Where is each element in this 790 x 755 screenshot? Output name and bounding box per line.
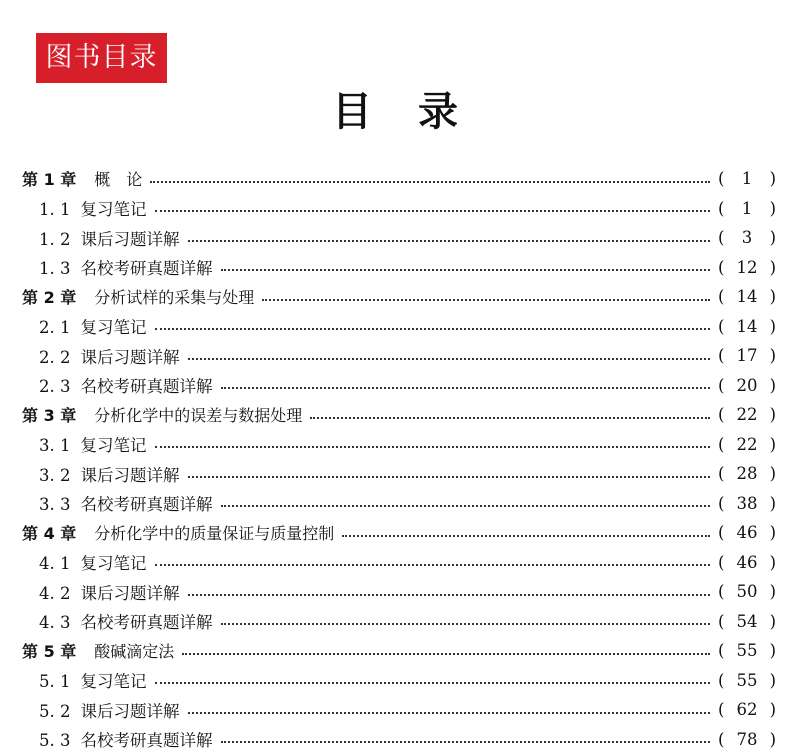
toc-entry-title: 复习笔记 <box>80 436 147 456</box>
toc-entry-number: 第 1 章 <box>22 170 77 190</box>
toc-entry-page-number: 28 <box>736 464 758 484</box>
toc-entry-number: 1. 1 <box>39 200 71 220</box>
dot-leader <box>221 727 711 743</box>
toc-entry-page-number: 55 <box>736 641 758 661</box>
page-open-paren: ( <box>718 287 725 307</box>
toc-entry-label <box>0 521 334 544</box>
toc-chapter-entry[interactable] <box>0 164 790 194</box>
toc-entry-title: 课后习题详解 <box>80 583 180 603</box>
toc-entry-title: 名校考研真题详解 <box>80 377 213 397</box>
page-close-paren: ) <box>769 198 776 218</box>
toc-section-entry[interactable] <box>0 548 790 578</box>
toc-entry-page <box>718 553 776 572</box>
page-close-paren: ) <box>769 523 776 543</box>
page-title-left: 目 <box>332 88 372 135</box>
dot-leader <box>150 167 710 183</box>
page-open-paren: ( <box>718 523 725 543</box>
page-close-paren: ) <box>769 729 776 749</box>
page-close-paren: ) <box>769 641 776 661</box>
toc-entry-label <box>0 727 213 751</box>
toc-entry-title: 概 论 <box>94 170 143 190</box>
page-open-paren: ( <box>718 464 725 484</box>
toc-entry-title: 名校考研真题详解 <box>80 731 213 751</box>
page-close-paren: ) <box>769 611 776 631</box>
toc-entry-page <box>718 700 776 719</box>
toc-entry-page-number: 46 <box>736 523 758 543</box>
page-close-paren: ) <box>769 375 776 395</box>
toc-section-entry[interactable] <box>0 695 790 725</box>
toc-entry-title: 复习笔记 <box>80 672 147 692</box>
toc-entry-number: 4. 1 <box>39 554 71 574</box>
toc-section-entry[interactable] <box>0 725 790 755</box>
toc-entry-title: 名校考研真题详解 <box>80 259 213 279</box>
toc-entry-title: 课后习题详解 <box>80 347 180 367</box>
toc-entry-page <box>718 494 776 513</box>
toc-chapter-entry[interactable] <box>0 636 790 666</box>
toc-entry-page-number: 20 <box>736 375 758 395</box>
toc-entry-page-number: 1 <box>741 198 753 218</box>
toc-section-entry[interactable] <box>0 312 790 342</box>
toc-entry-number: 4. 2 <box>39 583 71 603</box>
toc-entry-page-number: 17 <box>736 346 758 366</box>
book-contents-badge: 图书目录 <box>36 33 167 83</box>
page-open-paren: ( <box>718 552 725 572</box>
page-open-paren: ( <box>718 434 725 454</box>
toc-entry-number: 4. 3 <box>39 613 71 633</box>
toc-entry-number: 3. 1 <box>39 436 71 456</box>
toc-entry-page <box>718 258 776 277</box>
toc-entry-page-number: 50 <box>736 582 758 602</box>
toc-entry-page-number: 55 <box>736 670 758 690</box>
page-close-paren: ) <box>769 670 776 690</box>
toc-entry-page-number: 22 <box>736 405 758 425</box>
toc-entry-number: 1. 2 <box>39 229 71 249</box>
page-title-right: 录 <box>418 88 458 135</box>
dot-leader <box>262 285 710 301</box>
toc-section-entry[interactable] <box>0 577 790 607</box>
toc-entry-label <box>0 285 254 308</box>
page-close-paren: ) <box>769 493 776 513</box>
toc-entry-page-number: 46 <box>736 552 758 572</box>
toc-entry-title: 分析化学中的误差与数据处理 <box>94 406 303 426</box>
dot-leader <box>221 373 711 389</box>
toc-entry-label <box>0 196 147 220</box>
page-open-paren: ( <box>718 169 725 189</box>
toc-section-entry[interactable] <box>0 371 790 401</box>
page-close-paren: ) <box>769 316 776 336</box>
page-open-paren: ( <box>718 670 725 690</box>
dot-leader <box>155 432 711 448</box>
toc-entry-label <box>0 462 180 486</box>
toc-entry-title: 课后习题详解 <box>80 229 180 249</box>
toc-entry-label <box>0 255 213 279</box>
toc-entry-page <box>718 228 776 247</box>
page-open-paren: ( <box>718 700 725 720</box>
toc-entry-title: 课后习题详解 <box>80 701 180 721</box>
toc-entry-title: 课后习题详解 <box>80 465 180 485</box>
toc-entry-page-number: 3 <box>741 228 753 248</box>
toc-entry-number: 2. 1 <box>39 318 71 338</box>
toc-entry-title: 分析试样的采集与处理 <box>94 288 255 308</box>
toc-entry-page-number: 78 <box>736 729 758 749</box>
toc-entry-page <box>718 435 776 454</box>
dot-leader <box>188 698 711 714</box>
page-close-paren: ) <box>769 405 776 425</box>
toc-entry-number: 2. 2 <box>39 347 71 367</box>
dot-leader <box>188 462 711 478</box>
toc-entry-label <box>0 167 142 190</box>
toc-entry-number: 1. 3 <box>39 259 71 279</box>
toc-entry-number: 第 3 章 <box>22 406 77 426</box>
toc-entry-number: 5. 1 <box>39 672 71 692</box>
page-open-paren: ( <box>718 228 725 248</box>
page-open-paren: ( <box>718 582 725 602</box>
toc-entry-label <box>0 344 180 368</box>
page-open-paren: ( <box>718 493 725 513</box>
toc-entry-number: 5. 3 <box>39 731 71 751</box>
toc-entry-title: 复习笔记 <box>80 200 147 220</box>
page-close-paren: ) <box>769 257 776 277</box>
toc-entry-title: 复习笔记 <box>80 318 147 338</box>
page-open-paren: ( <box>718 316 725 336</box>
toc-entry-page <box>718 287 776 306</box>
page-close-paren: ) <box>769 582 776 602</box>
dot-leader <box>342 521 710 537</box>
toc-section-entry[interactable] <box>0 253 790 283</box>
toc-entry-title: 名校考研真题详解 <box>80 495 213 515</box>
toc-entry-label <box>0 314 147 338</box>
page-open-paren: ( <box>718 641 725 661</box>
dot-leader <box>221 491 711 507</box>
page-open-paren: ( <box>718 375 725 395</box>
toc-entry-page-number: 54 <box>736 611 758 631</box>
toc-entry-page <box>718 641 776 660</box>
toc-section-entry[interactable] <box>0 489 790 519</box>
toc-entry-label <box>0 373 213 397</box>
toc-entry-title: 酸碱滴定法 <box>94 642 175 662</box>
toc-entry-page-number: 62 <box>736 700 758 720</box>
toc-entry-number: 第 4 章 <box>22 524 77 544</box>
toc-entry-page <box>718 523 776 542</box>
toc-section-entry[interactable] <box>0 459 790 489</box>
page-close-paren: ) <box>769 287 776 307</box>
toc-entry-page <box>718 317 776 336</box>
toc-entry-page <box>718 169 776 188</box>
page-close-paren: ) <box>769 228 776 248</box>
toc-entry-page <box>718 612 776 631</box>
toc-entry-number: 第 5 章 <box>22 642 77 662</box>
toc-entry-label <box>0 609 213 633</box>
toc-entry-number: 2. 3 <box>39 377 71 397</box>
toc-entry-page <box>718 671 776 690</box>
dot-leader <box>188 580 711 596</box>
toc-entry-page-number: 38 <box>736 493 758 513</box>
toc-entry-label <box>0 550 147 574</box>
toc-entry-page <box>718 199 776 218</box>
toc-entry-page <box>718 464 776 483</box>
dot-leader <box>188 226 711 242</box>
toc-section-entry[interactable] <box>0 223 790 253</box>
dot-leader <box>155 550 711 566</box>
toc-entry-page <box>718 405 776 424</box>
dot-leader <box>221 609 711 625</box>
toc-entry-label <box>0 226 180 250</box>
page-open-paren: ( <box>718 346 725 366</box>
toc-entry-page-number: 22 <box>736 434 758 454</box>
page-open-paren: ( <box>718 198 725 218</box>
toc-entry-page <box>718 730 776 749</box>
toc-entry-page-number: 1 <box>741 169 753 189</box>
toc-section-entry[interactable] <box>0 430 790 460</box>
toc-section-entry[interactable] <box>0 666 790 696</box>
page-open-paren: ( <box>718 729 725 749</box>
page-close-paren: ) <box>769 700 776 720</box>
page-open-paren: ( <box>718 257 725 277</box>
page-close-paren: ) <box>769 346 776 366</box>
toc-entry-number: 5. 2 <box>39 701 71 721</box>
page-close-paren: ) <box>769 552 776 572</box>
page-title <box>0 86 790 138</box>
toc-entry-page-number: 12 <box>736 257 758 277</box>
toc-section-entry[interactable] <box>0 194 790 224</box>
toc-entry-label <box>0 698 180 722</box>
dot-leader <box>155 314 711 330</box>
dot-leader <box>221 255 711 271</box>
toc-entry-label <box>0 639 174 662</box>
dot-leader <box>155 668 711 684</box>
dot-leader <box>310 403 710 419</box>
toc-entry-label <box>0 432 147 456</box>
toc-entry-number: 3. 3 <box>39 495 71 515</box>
toc-section-entry[interactable] <box>0 341 790 371</box>
toc-entry-number: 第 2 章 <box>22 288 77 308</box>
page-close-paren: ) <box>769 169 776 189</box>
table-of-contents <box>0 164 790 754</box>
toc-entry-label <box>0 491 213 515</box>
toc-entry-page <box>718 376 776 395</box>
toc-entry-title: 分析化学中的质量保证与质量控制 <box>94 524 335 544</box>
toc-entry-title: 复习笔记 <box>80 554 147 574</box>
toc-entry-number: 3. 2 <box>39 465 71 485</box>
toc-entry-label <box>0 668 147 692</box>
toc-entry-page <box>718 582 776 601</box>
toc-chapter-entry[interactable] <box>0 400 790 430</box>
toc-entry-title: 名校考研真题详解 <box>80 613 213 633</box>
toc-entry-page-number: 14 <box>736 287 758 307</box>
dot-leader <box>182 639 710 655</box>
toc-entry-page <box>718 346 776 365</box>
toc-section-entry[interactable] <box>0 607 790 637</box>
dot-leader <box>188 344 711 360</box>
toc-entry-label <box>0 580 180 604</box>
page-open-paren: ( <box>718 405 725 425</box>
page-close-paren: ) <box>769 434 776 454</box>
dot-leader <box>155 196 711 212</box>
toc-chapter-entry[interactable] <box>0 518 790 548</box>
toc-entry-page-number: 14 <box>736 316 758 336</box>
page-close-paren: ) <box>769 464 776 484</box>
page-open-paren: ( <box>718 611 725 631</box>
toc-entry-label <box>0 403 302 426</box>
toc-chapter-entry[interactable] <box>0 282 790 312</box>
